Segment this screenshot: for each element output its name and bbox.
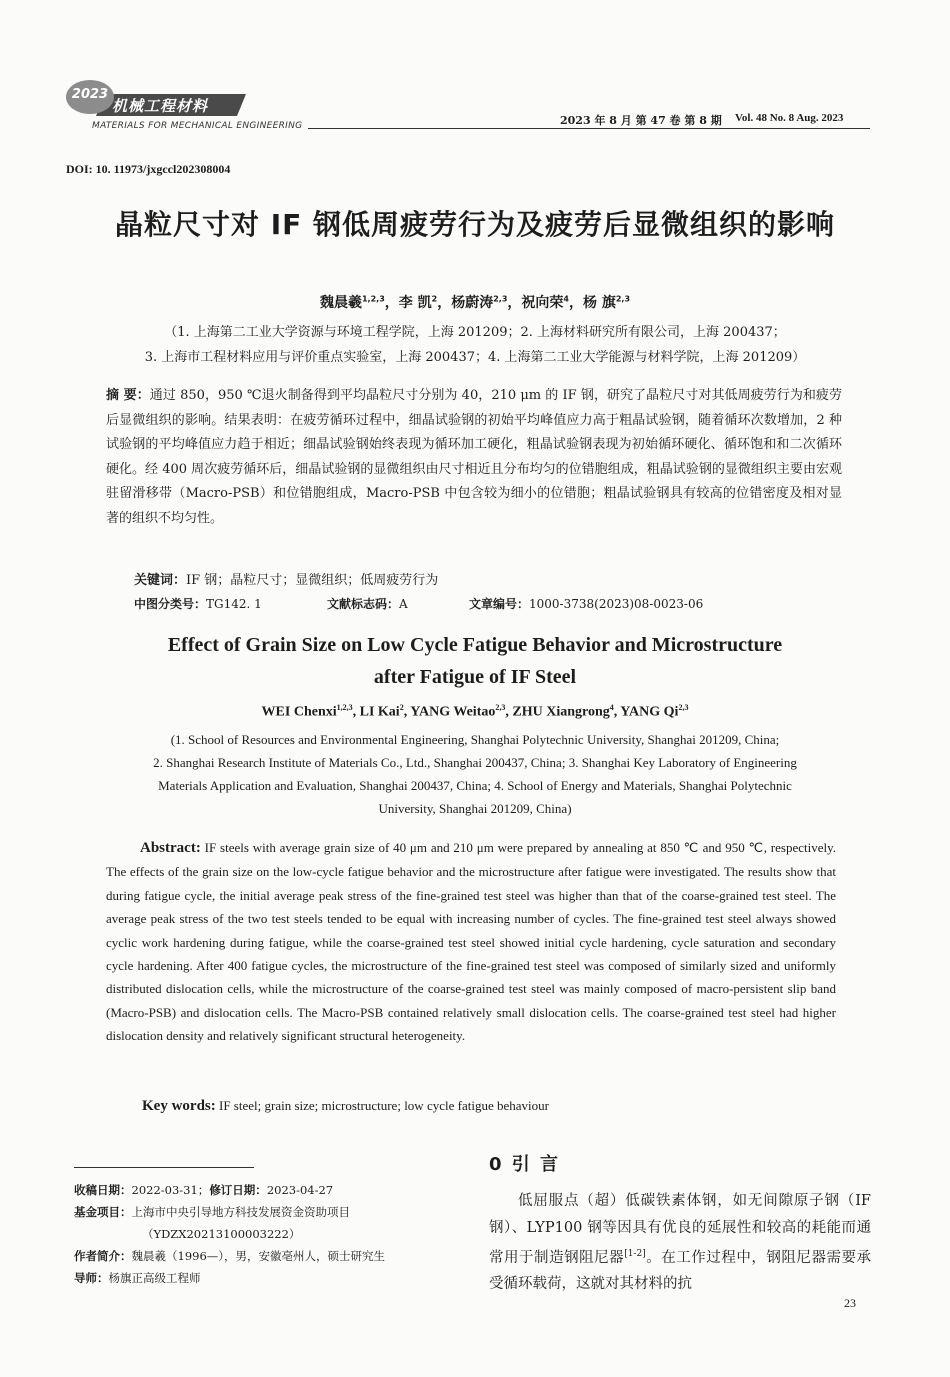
document-code-label: 文献标志码： — [327, 597, 400, 611]
clc-value: TG142. 1 — [206, 597, 262, 611]
title-en — [0, 629, 950, 693]
keywords-cn-label: 关键词： — [134, 573, 187, 588]
journal-name-en: MATERIALS FOR MECHANICAL ENGINEERING — [92, 121, 303, 131]
author-name: ZHU Xiangrong — [512, 704, 610, 720]
author-name: WEI Chenxi — [261, 704, 337, 720]
page-number: 23 — [844, 1296, 856, 1310]
footnote-divider — [74, 1167, 254, 1168]
title-en-line2: after Fatigue of IF Steel — [373, 666, 577, 688]
footnote-author — [74, 1246, 385, 1266]
footnote-dates — [74, 1180, 333, 1200]
advisor-text: 杨旗正高级工程师 — [108, 1271, 201, 1285]
received-date: 2022-03-31； — [131, 1183, 210, 1197]
author-affil-sup: 2 — [431, 294, 438, 304]
revised-label: 修订日期： — [209, 1183, 267, 1197]
clc-label: 中图分类号： — [134, 597, 207, 611]
intro-text-cont: 。在工作过程中，钢阻尼器需要承受循环载荷，这就对其材料的抗 — [489, 1249, 872, 1293]
footnote-fund-code: （YDZX20213100003222） — [142, 1227, 301, 1241]
title-en-line1: Effect of Grain Size on Low Cycle Fatigue Behavior and Microstructure — [167, 634, 783, 656]
advisor-label: 导师： — [74, 1271, 109, 1285]
author-affil-sup: 2,3 — [678, 703, 689, 712]
author-affil-sup: 1,2,3 — [361, 294, 385, 304]
affiliation-cn-line: 3. 上海市工程材料应用与评价重点实验室，上海 200437；4. 上海第二工业大学能源与材料学院，上海 201209） — [144, 350, 806, 365]
affiliation-en-line: 2. Shanghai Research Institute of Materials Co., Ltd., Shanghai 200437, China; 3. Shanghai Key Laboratory of Engineering — [153, 755, 797, 770]
issue-info-en: Vol. 48 No. 8 Aug. 2023 — [735, 112, 844, 124]
keywords-en-label: Key words: — [142, 1098, 216, 1114]
author-affil-sup: 2,3 — [493, 294, 508, 304]
author-name: YANG Qi — [620, 704, 679, 720]
author-name: YANG Weitao — [410, 704, 496, 720]
article-number-value: 1000-3738(2023)08-0023-06 — [529, 597, 704, 611]
document-code — [327, 595, 408, 612]
keywords-cn — [134, 569, 438, 588]
authors-cn: 魏晨羲$^{1,2,3}$，李 凯$^2$，杨蔚涛$^{2,3}$，祝向荣$^4$，杨 旗$^{2,3}$ — [319, 294, 631, 311]
keywords-en — [142, 1098, 549, 1115]
article-number-label: 文章编号： — [469, 597, 530, 611]
author-name: 李 凯 — [398, 295, 432, 311]
abstract-en-label: Abstract: — [140, 840, 201, 856]
fund-text: 上海市中央引导地方科技发展资金资助项目 — [131, 1205, 350, 1219]
keywords-en-text: IF steel; grain size; microstructure; low cycle fatigue behaviour — [219, 1098, 549, 1113]
affiliation-en-line: University, Shanghai 201209, China) — [378, 801, 572, 816]
author-affil-sup: 2 — [399, 703, 404, 712]
clc-number — [134, 595, 262, 612]
abstract-en — [106, 836, 836, 1048]
author-affil-sup: 4 — [609, 703, 614, 712]
author-name: 祝向荣 — [521, 295, 564, 311]
header-divider — [308, 128, 870, 129]
affiliation-cn-line: （1. 上海第二工业大学资源与环境工程学院，上海 201209；2. 上海材料研究所有限公司，上海 200437； — [164, 325, 786, 340]
journal-logo-year: 2023 — [66, 80, 114, 114]
abstract-cn — [106, 384, 842, 532]
author-name: LI Kai — [359, 704, 400, 720]
affiliation-en-line: (1. School of Resources and Environmental Engineering, Shanghai Polytechnic University, Shanghai 201209, China; — [170, 732, 780, 747]
author-name: 杨蔚涛 — [451, 295, 494, 311]
intro-paragraph — [489, 1188, 871, 1298]
doi: DOI: 10. 11973/jxgccl202308004 — [66, 162, 231, 176]
issue-info-cn: 2023 年 8 月 第 47 卷 第 8 期 — [560, 114, 722, 127]
received-label: 收稿日期： — [74, 1183, 132, 1197]
author-affil-sup: 1,2,3 — [336, 703, 353, 712]
author-name: 杨 旗 — [582, 295, 616, 311]
abstract-cn-text: 通过 850，950 ℃退火制备得到平均晶粒尺寸分别为 40，210 μm 的 IF 钢，研究了晶粒尺寸对其低周疲劳行为和疲劳后显微组织的影响。结果表明：在疲劳循环过程中，细晶试验钢的初始平均峰值应力高于粗晶试验钢，随着循环次数增加，2 种试验钢的平均峰值应力趋于相近；细晶试验钢始终表现为循环加工硬化，粗晶试验钢表现为初始循环硬化、循环饱和和二次循环硬化。经 400 周次疲劳循环后，细晶试验钢的显微组织由尺寸相近且分布均匀的位错胞组成，粗晶试验钢的显微组织主要由宏观驻留滑移带（Macro-PSB）和位错胞组成，Macro-PSB 中包含较为细小的位错胞；粗晶试验钢具有较高的位错密度及相对显著的组织不均匀性。 — [106, 388, 842, 526]
author-bio-label: 作者简介： — [74, 1249, 132, 1263]
footnote-advisor — [74, 1268, 201, 1288]
author-affil-sup: 2,3 — [495, 703, 506, 712]
article-number — [469, 595, 703, 612]
journal-name-cn: 机械工程材料 — [112, 97, 209, 115]
citation-ref: [1-2] — [624, 1249, 646, 1259]
title-cn: 晶粒尺寸对 IF 钢低周疲劳行为及疲劳后显微组织的影响 — [114, 208, 836, 241]
fund-label: 基金项目： — [74, 1205, 132, 1219]
footnote-fund — [74, 1202, 350, 1222]
abstract-cn-label: 摘 要： — [106, 388, 150, 403]
author-affil-sup: 4 — [563, 294, 569, 304]
abstract-en-text: IF steels with average grain size of 40 μm and 210 μm were prepared by annealing at 850 ℃ and 950 ℃, respectively. The effects of the grain size on the low-cycle fatigue behavior and the microstructure after fatigue were investigated. The results show that during fatigue cycle, the initial average peak stress of the fine-grained test steel was higher than that of the coarse-grained test steel. The average peak stress of the two test steels tended to be equal with increasing number of cycles. The fine-grained test steel always showed cyclic work hardening during fatigue, while the coarse-grained test steel showed initial cycle hardening, cycle saturation and secondary cycle hardening. After 400 fatigue cycles, the microstructure of the fine-grained test steel was composed of similarly sized and uniformly distributed dislocation cells, while the microstructure of the coarse-grained test steel was mainly composed of macro-persistent slip band (Macro-PSB) and dislocation cells. The Macro-PSB contained relatively small dislocation cells. The coarse-grained test steel had higher dislocation density and relatively significant structural heterogeneity. — [106, 840, 837, 1044]
keywords-cn-text: IF 钢；晶粒尺寸；显微组织；低周疲劳行为 — [186, 573, 439, 588]
section-heading-intro: 0 引 言 — [489, 1154, 561, 1175]
author-affil-sup: 2,3 — [615, 294, 631, 304]
document-code-value: A — [399, 597, 408, 611]
author-name: 魏晨羲 — [319, 295, 362, 311]
author-bio-text: 魏晨羲（1996—），男，安徽亳州人，硕士研究生 — [131, 1249, 386, 1263]
affiliation-en-line: Materials Application and Evaluation, Shanghai 200437, China; 4. School of Energy and Materials, Shanghai Polytechnic — [158, 778, 792, 793]
intro-text: 低屈服点（超）低碳铁素体钢，如无间隙原子钢（IF 钢）、LYP100 钢等因具有优良的延展性和较高的耗能而通常用于制造钢阻尼器 — [489, 1193, 871, 1266]
revised-date: 2023-04-27 — [266, 1183, 334, 1197]
authors-en: WEI Chenxi$^{1,2,3}$, LI Kai$^2$, YANG Weitao$^{2,3}$, ZHU Xiangrong$^4$, YANG Qi$^{2,3}$ — [261, 703, 689, 720]
